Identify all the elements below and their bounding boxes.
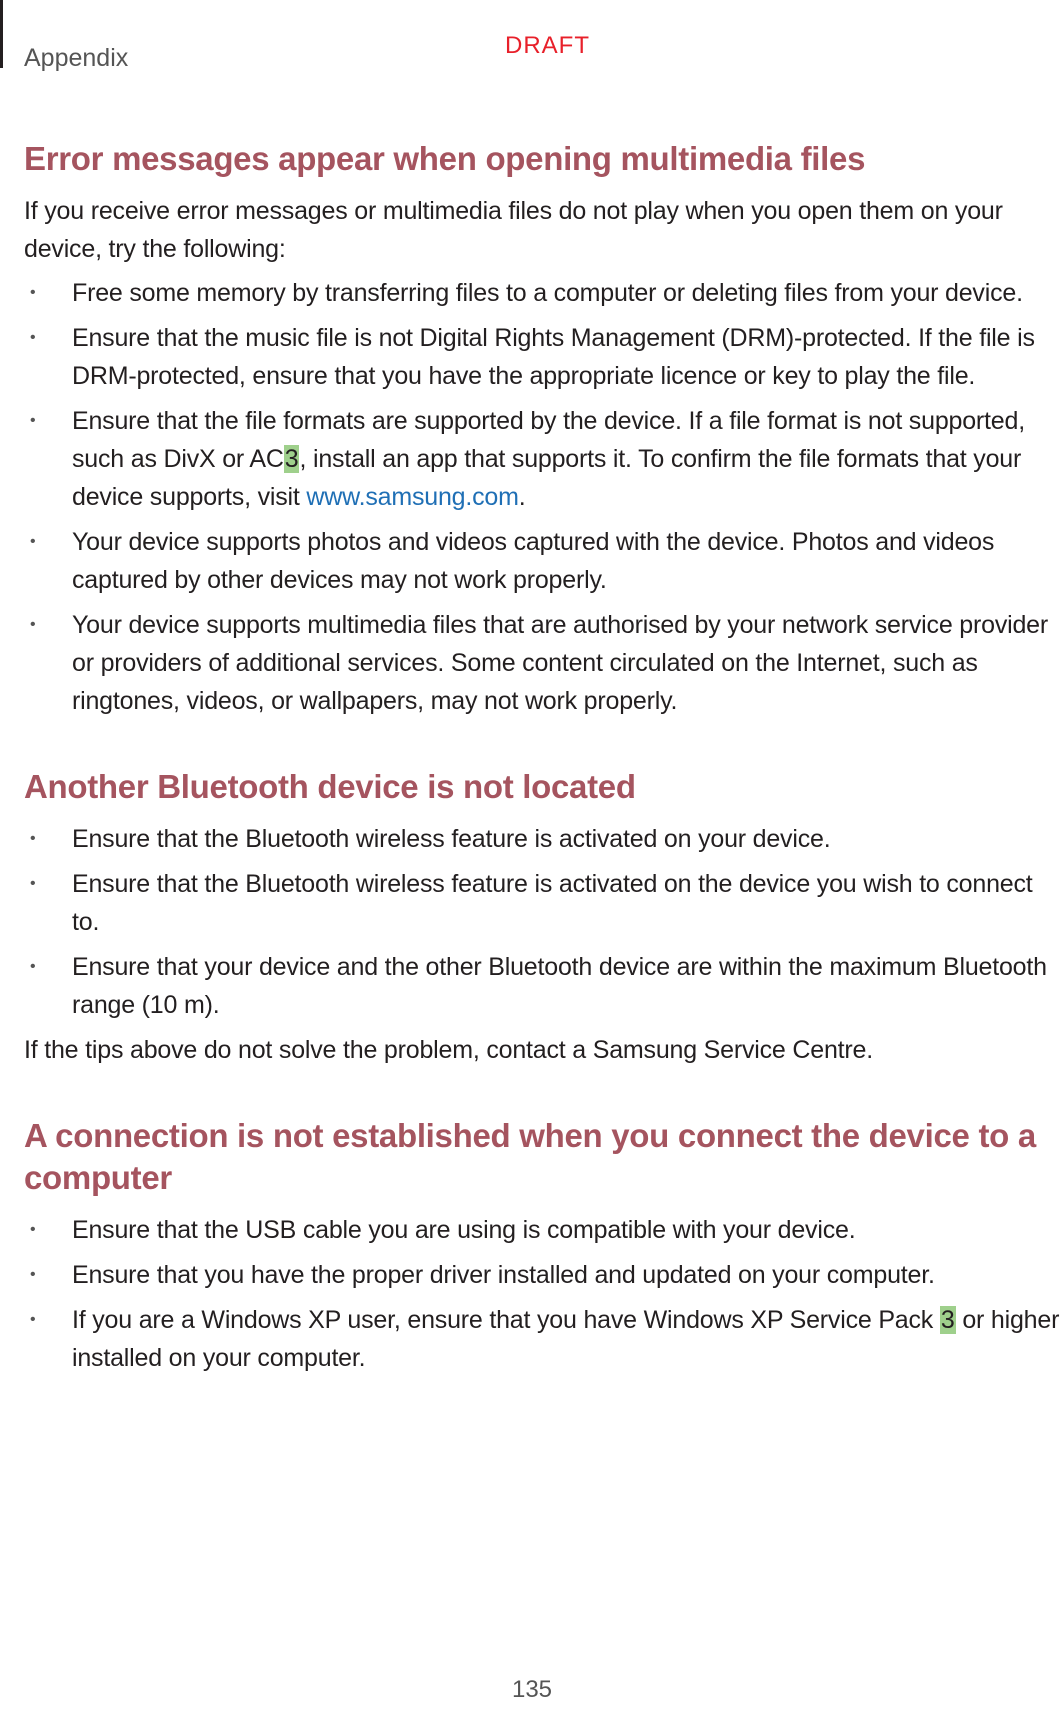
list-item: • Ensure that the music file is not Digital Rights Management (DRM)-protected. If the file is DRM-protected, ensure that you have the appropriate licence or key to play the file. [24, 319, 1064, 395]
section-multimedia-errors [24, 138, 1064, 720]
bullet-icon: • [30, 958, 36, 975]
list-item: • Ensure that the Bluetooth wireless feature is activated on the device you wish to connect to. [24, 865, 1064, 941]
bullet-icon: • [30, 830, 36, 847]
bullet-icon: • [30, 284, 36, 301]
bullet-list [24, 274, 1064, 720]
section-intro: If you receive error messages or multimedia files do not play when you open them on your device, try the following: [24, 197, 1003, 263]
section-title: Error messages appear when opening multimedia files [24, 140, 866, 177]
bullet-icon: • [30, 1266, 36, 1283]
list-item: • Ensure that the file formats are supported by the device. If a file format is not supported, such as DivX or AC3, install an app that supports it. To confirm the file formats that your device supports, visit www.samsung.com. [24, 402, 1064, 516]
bullet-icon: • [30, 412, 36, 429]
section-title: Another Bluetooth device is not located [24, 768, 636, 805]
highlight-mark: 3 [284, 445, 299, 473]
list-item: • Ensure that the Bluetooth wireless feature is activated on your device. [24, 820, 1064, 858]
list-item: • Your device supports multimedia files that are authorised by your network service provider or providers of additional services. Some content circulated on the Internet, such as ringtones, videos, or wallpapers, may not work properly. [24, 606, 1064, 720]
bullet-icon: • [30, 329, 36, 346]
section-bluetooth-not-located [24, 766, 1064, 1069]
section-title: A connection is not established when you connect the device to a computer [24, 1117, 1036, 1196]
bullet-list [24, 820, 1064, 1024]
section-outro: If the tips above do not solve the problem, contact a Samsung Service Centre. [24, 1036, 873, 1064]
bullet-icon: • [30, 1221, 36, 1238]
bullet-list [24, 1211, 1064, 1377]
bullet-icon: • [30, 533, 36, 550]
samsung-website-link[interactable]: www.samsung.com [306, 483, 519, 511]
highlight-mark: 3 [940, 1306, 955, 1334]
page-number: 135 [511, 1676, 553, 1703]
bullet-icon: • [30, 1311, 36, 1328]
list-item: • If you are a Windows XP user, ensure that you have Windows XP Service Pack 3 or higher installed on your computer. [24, 1301, 1064, 1377]
bullet-icon: • [30, 875, 36, 892]
page-header-section: Appendix [24, 44, 129, 72]
list-item: • Free some memory by transferring files to a computer or deleting files from your device. [24, 274, 1064, 312]
draft-watermark: DRAFT [505, 32, 590, 59]
page-content [24, 138, 1064, 1384]
bullet-icon: • [30, 616, 36, 633]
list-item: • Ensure that your device and the other Bluetooth device are within the maximum Bluetooth range (10 m). [24, 948, 1064, 1024]
list-item: • Ensure that the USB cable you are using is compatible with your device. [24, 1211, 1064, 1249]
header-rule [0, 0, 3, 68]
section-computer-connection [24, 1115, 1064, 1377]
list-item: • Ensure that you have the proper driver installed and updated on your computer. [24, 1256, 1064, 1294]
list-item: • Your device supports photos and videos captured with the device. Photos and videos captured by other devices may not work properly. [24, 523, 1064, 599]
